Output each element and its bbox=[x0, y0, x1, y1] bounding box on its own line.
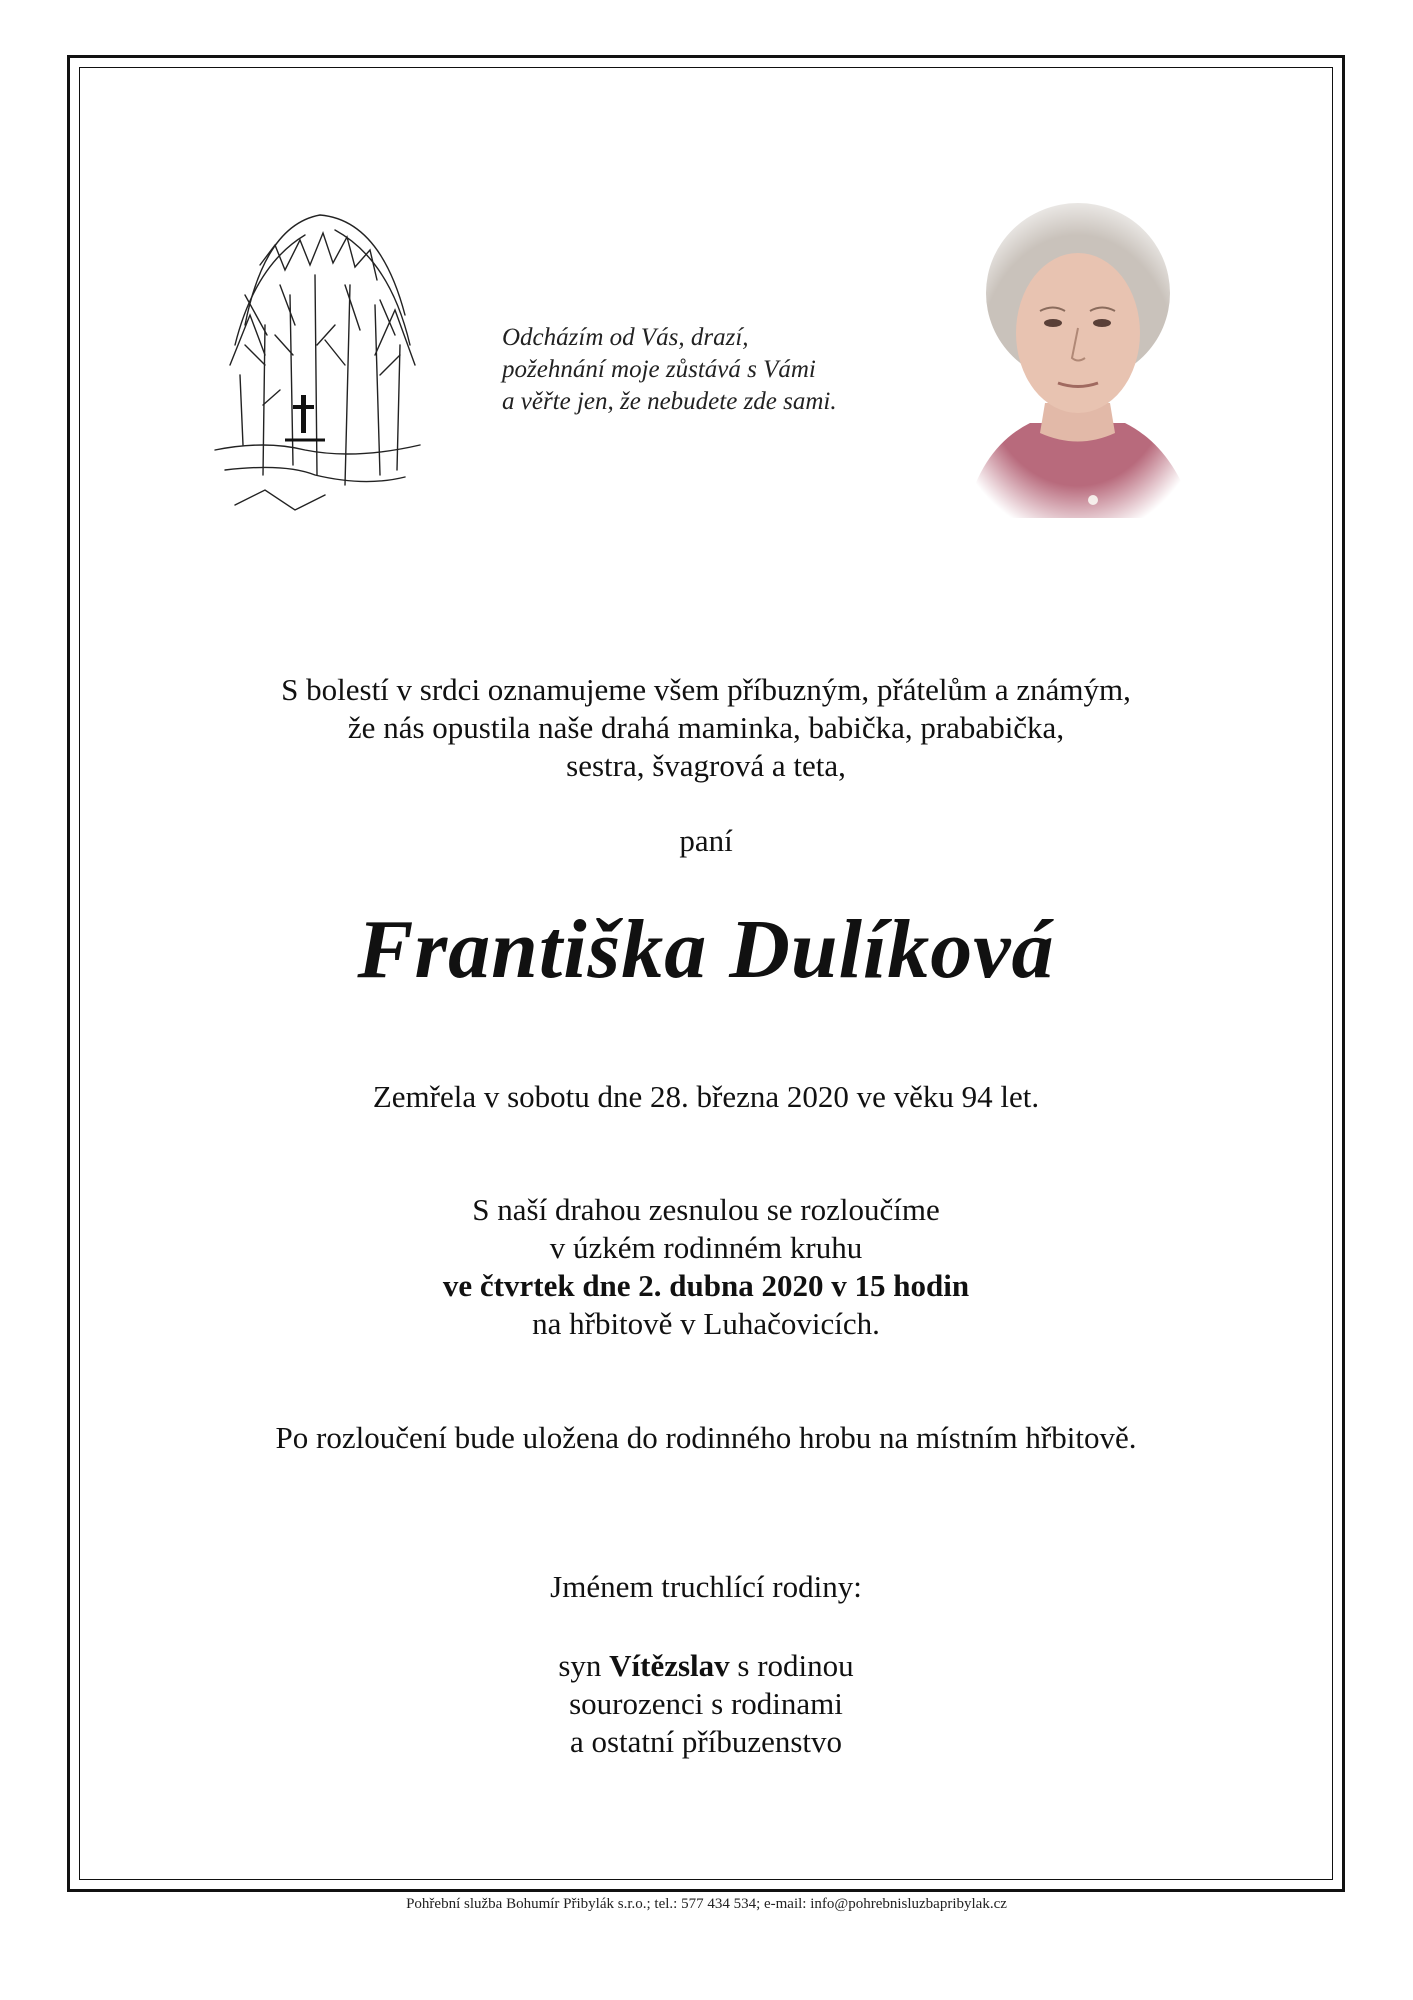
farewell-line: v úzkém rodinném kruhu bbox=[549, 1230, 863, 1265]
trees-cross-illustration bbox=[205, 205, 435, 535]
farewell-line: S naší drahou zesnulou se rozloučíme bbox=[472, 1192, 940, 1227]
burial-note: Po rozloučení bude uložena do rodinného hrobu na místním hřbitově. bbox=[275, 1420, 1137, 1455]
farewell-details bbox=[79, 1191, 1333, 1343]
family-son-suffix: s rodinou bbox=[729, 1648, 854, 1683]
announcement bbox=[79, 671, 1333, 785]
motto-line: a věřte jen, že nebudete zde sami. bbox=[502, 388, 837, 415]
announcement-line: že nás opustila naše drahá maminka, babička, prababička, bbox=[347, 710, 1065, 745]
motto-line: požehnání moje zůstává s Vámi bbox=[502, 356, 816, 383]
motto-verse bbox=[502, 322, 922, 418]
portrait-photo bbox=[950, 198, 1205, 523]
family-son-name: Vítězslav bbox=[609, 1648, 730, 1683]
family-heading: Jménem truchlící rodiny: bbox=[550, 1569, 862, 1604]
family-line: a ostatní příbuzenstvo bbox=[569, 1724, 843, 1759]
motto-line: Odcházím od Vás, drazí, bbox=[502, 324, 749, 351]
footer-contact: Pohřební služba Bohumír Přibylák s.r.o.; tel.: 577 434 534; e-mail: info@pohrebnisluzbapribylak.cz bbox=[406, 1896, 1007, 1912]
farewell-date-time: ve čtvrtek dne 2. dubna 2020 v 15 hodin bbox=[442, 1268, 970, 1303]
family-signatures bbox=[79, 1647, 1333, 1761]
announcement-line: S bolestí v srdci oznamujeme všem příbuzným, přátelům a známým, bbox=[281, 672, 1131, 707]
family-line-son bbox=[79, 1647, 1333, 1685]
announcement-line: sestra, švagrová a teta, bbox=[566, 748, 846, 783]
title-word: paní bbox=[679, 823, 733, 858]
farewell-location: na hřbitově v Luhačovicích. bbox=[532, 1306, 880, 1341]
death-notice: Zemřela v sobotu dne 28. března 2020 ve věku 94 let. bbox=[372, 1079, 1040, 1114]
deceased-name: Františka Dulíková bbox=[357, 903, 1055, 996]
family-son-prefix: syn bbox=[558, 1648, 610, 1683]
family-line: sourozenci s rodinami bbox=[569, 1686, 843, 1721]
